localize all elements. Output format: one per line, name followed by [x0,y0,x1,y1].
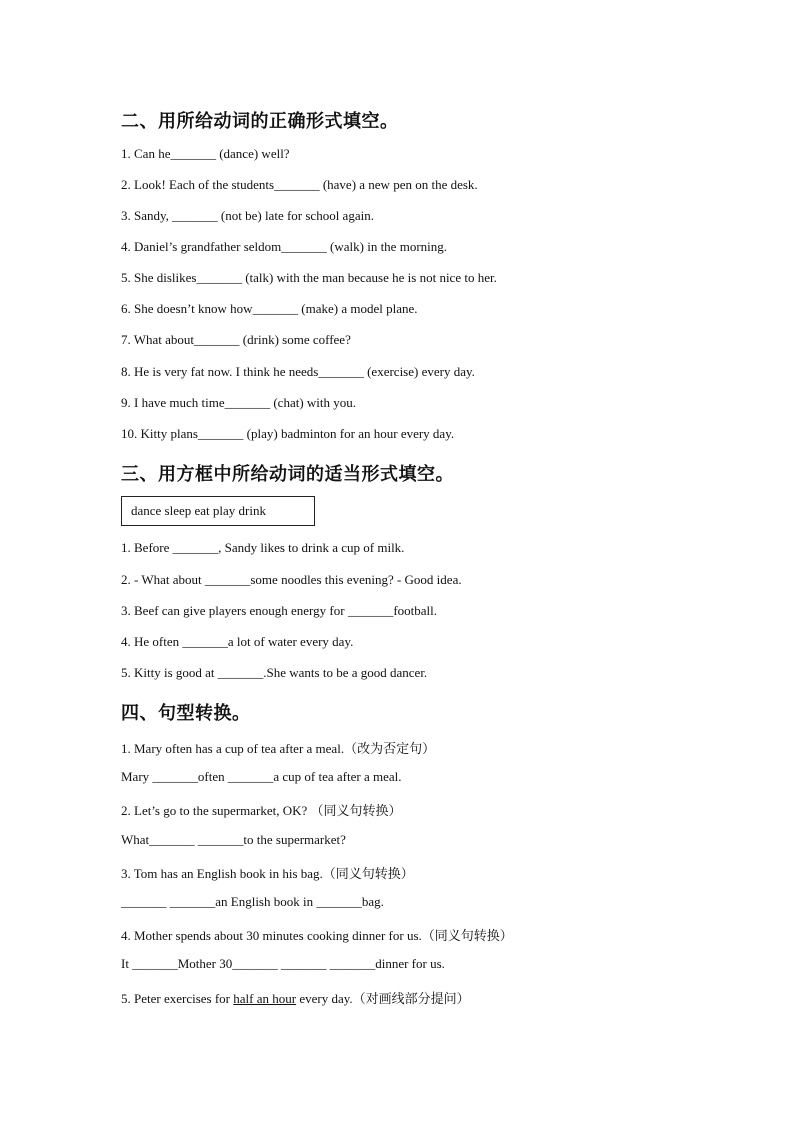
section4-item-4: 4. Mother spends about 30 minutes cooking dinner for us.（同义句转换） [121,928,513,943]
section2-item-7: 7. What about_______ (drink) some coffee? [121,332,351,347]
underlined-phrase: half an hour [233,991,297,1006]
section2-item-3: 3. Sandy, _______ (not be) late for school again. [121,208,374,223]
section2-item-5: 5. She dislikes_______ (talk) with the man because he is not nice to her. [121,270,497,285]
section4-item-2: 2. Let’s go to the supermarket, OK? （同义句转换） [121,803,402,818]
section4-item-3: 3. Tom has an English book in his bag.（同义句转换） [121,866,414,881]
section4-answer-4: It _______Mother 30_______ _______ _______dinner for us. [121,956,445,971]
section2-item-8: 8. He is very fat now. I think he needs_______ (exercise) every day. [121,364,475,379]
section3-item-4: 4. He often _______a lot of water every day. [121,634,354,649]
section2-item-6: 6. She doesn’t know how_______ (make) a model plane. [121,301,418,316]
section4-answer-3: _______ _______an English book in _______bag. [121,894,384,909]
section3-item-5: 5. Kitty is good at _______.She wants to be a good dancer. [121,665,428,680]
section2-item-10: 10. Kitty plans_______ (play) badminton for an hour every day. [121,426,455,441]
section4-item-1: 1. Mary often has a cup of tea after a meal.（改为否定句） [121,741,436,756]
section4-answer-1: Mary _______often _______a cup of tea after a meal. [121,769,402,784]
section4-item-5-suffix: every day.（对画线部分提问） [296,991,470,1006]
section4-item-5 [121,988,470,1007]
word-box: dance sleep eat play drink [121,496,315,526]
section4-item-5-prefix: 5. Peter exercises for [121,991,234,1006]
section2-title: 二、用所给动词的正确形式填空。 [121,111,399,132]
section3-item-2: 2. - What about _______some noodles this evening? - Good idea. [121,572,462,587]
section2-item-9: 9. I have much time_______ (chat) with you. [121,395,357,410]
section3-title: 三、用方框中所给动词的适当形式填空。 [121,464,454,485]
section2-item-2: 2. Look! Each of the students_______ (have) a new pen on the desk. [121,177,478,192]
section3-item-1: 1. Before _______, Sandy likes to drink a cup of milk. [121,540,405,555]
section3-item-3: 3. Beef can give players enough energy for _______football. [121,603,437,618]
section4-answer-2: What_______ _______to the supermarket? [121,832,346,847]
section2-item-1: 1. Can he_______ (dance) well? [121,146,290,161]
section2-item-4: 4. Daniel’s grandfather seldom_______ (walk) in the morning. [121,239,448,254]
section4-title: 四、句型转换。 [121,703,251,724]
